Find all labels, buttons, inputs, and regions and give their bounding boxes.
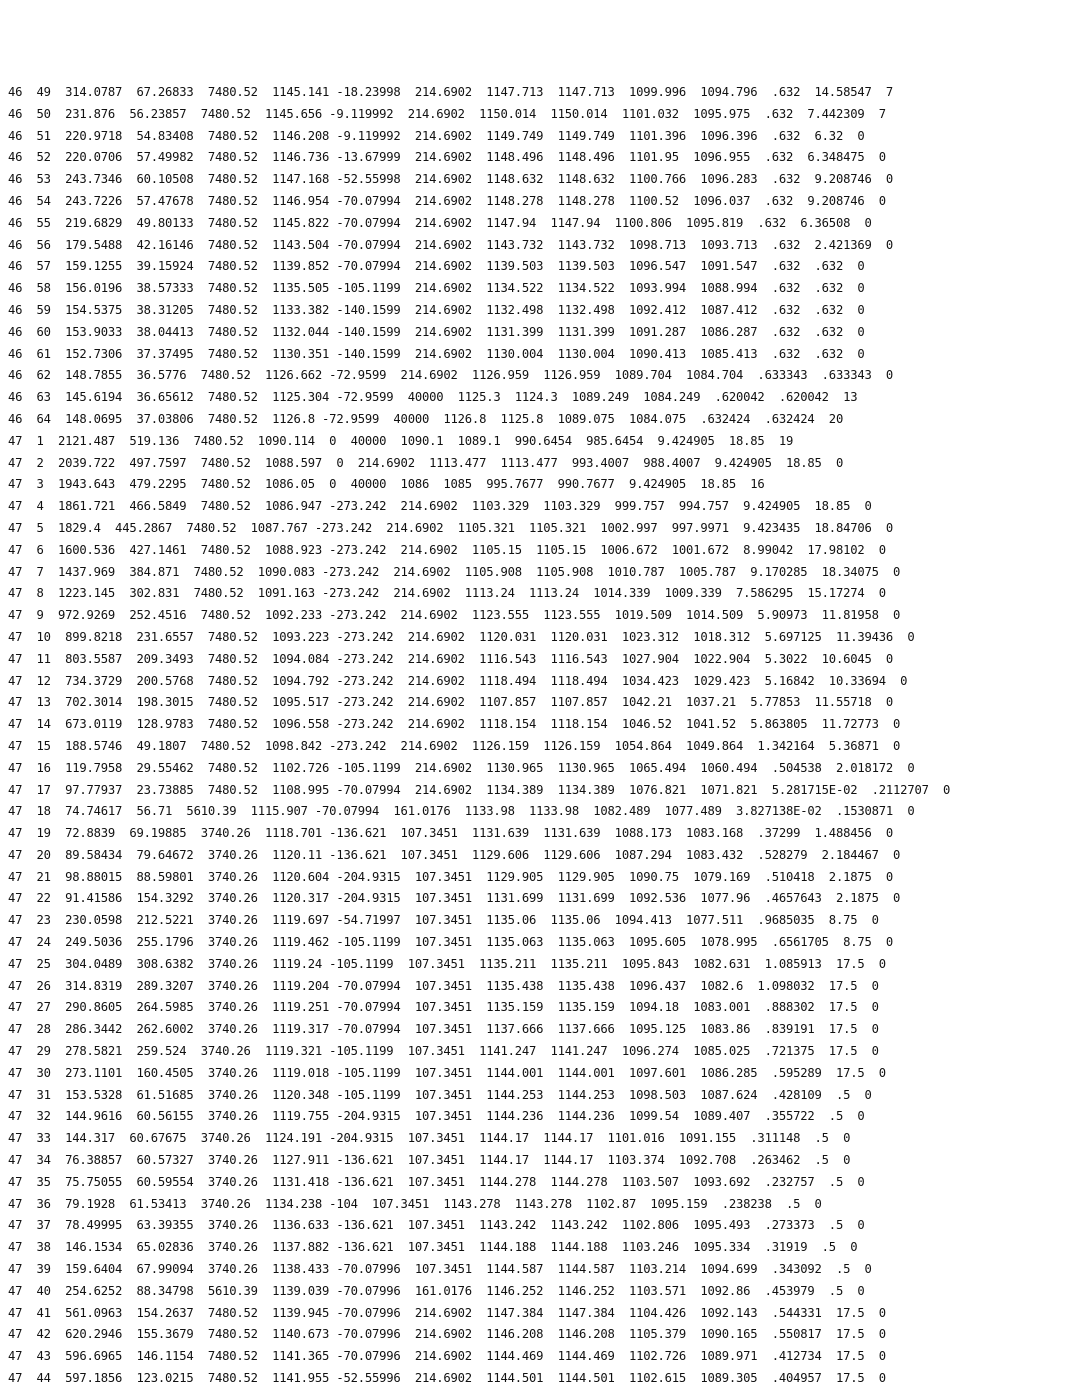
table-row: 47 8 1223.145 302.831 7480.52 1091.163 -273.242 214.6902 1113.24 1113.24 1014.339 1009.339 7.586295 15.17274 0 [8,586,886,601]
table-row: 47 36 79.1928 61.53413 3740.26 1134.238 -104 107.3451 1143.278 1143.278 1102.87 1095.159 .238238 .5 0 [8,1196,822,1211]
table-row: 47 22 91.41586 154.3292 3740.26 1120.317 -204.9315 107.3451 1131.699 1131.699 1092.536 1077.96 .4657643 2.1875 0 [8,891,901,906]
table-row: 46 59 154.5375 38.31205 7480.52 1133.382 -140.1599 214.6902 1132.498 1132.498 1092.412 1087.412 .632 .632 0 [8,302,865,317]
table-row: 47 15 188.5746 49.1807 7480.52 1098.842 -273.242 214.6902 1126.159 1126.159 1054.864 1049.864 1.342164 5.36871 0 [8,738,901,753]
table-row: 47 34 76.38857 60.57327 3740.26 1127.911 -136.621 107.3451 1144.17 1144.17 1103.374 1092.708 .263462 .5 0 [8,1153,851,1168]
table-row: 46 50 231.876 56.23857 7480.52 1145.656 -9.119992 214.6902 1150.014 1150.014 1101.032 1095.975 .632 7.442309 7 [8,106,886,121]
table-row: 47 4 1861.721 466.5849 7480.52 1086.947 -273.242 214.6902 1103.329 1103.329 999.757 994.757 9.424905 18.85 0 [8,499,872,514]
table-row: 47 39 159.6404 67.99094 3740.26 1138.433 -70.07996 107.3451 1144.587 1144.587 1103.214 1094.699 .343092 .5 0 [8,1262,872,1277]
table-row: 46 49 314.0787 67.26833 7480.52 1145.141 -18.23998 214.6902 1147.713 1147.713 1099.996 1094.796 .632 14.58547 7 [8,85,894,99]
table-row: 46 55 219.6829 49.80133 7480.52 1145.822 -70.07994 214.6902 1147.94 1147.94 1100.806 1095.819 .632 6.36508 0 [8,215,872,230]
table-row: 47 43 596.6965 146.1154 7480.52 1141.365 -70.07996 214.6902 1144.469 1144.469 1102.726 1089.971 .412734 17.5 0 [8,1349,886,1364]
table-row: 47 19 72.8839 69.19885 3740.26 1118.701 -136.621 107.3451 1131.639 1131.639 1088.173 1083.168 .37299 1.488456 0 [8,826,894,841]
table-row: 47 17 97.77937 23.73885 7480.52 1108.995 -70.07994 214.6902 1134.389 1134.389 1076.821 1071.821 5.281715E-02 .2112707 0 [8,782,951,797]
table-row: 46 52 220.0706 57.49982 7480.52 1146.736 -13.67999 214.6902 1148.496 1148.496 1101.95 1096.955 .632 6.348475 0 [8,150,886,165]
table-row: 46 61 152.7306 37.37495 7480.52 1130.351 -140.1599 214.6902 1130.004 1130.004 1090.413 1085.413 .632 .632 0 [8,346,865,361]
table-row: 46 63 145.6194 36.65612 7480.52 1125.304 -72.9599 40000 1125.3 1124.3 1089.249 1084.249 .620042 .620042 13 [8,390,858,405]
table-row: 47 33 144.317 60.67675 3740.26 1124.191 -204.9315 107.3451 1144.17 1144.17 1101.016 1091.155 .311148 .5 0 [8,1131,851,1146]
table-row: 47 40 254.6252 88.34798 5610.39 1139.039 -70.07996 161.0176 1146.252 1146.252 1103.571 1092.86 .453979 .5 0 [8,1283,865,1298]
table-row: 47 42 620.2946 155.3679 7480.52 1140.673 -70.07996 214.6902 1146.208 1146.208 1105.379 1090.165 .550817 17.5 0 [8,1327,886,1342]
table-row: 46 62 148.7855 36.5776 7480.52 1126.662 -72.9599 214.6902 1126.959 1126.959 1089.704 1084.704 .633343 .633343 0 [8,368,894,383]
data-table [8,82,1058,1390]
table-row: 47 10 899.8218 231.6557 7480.52 1093.223 -273.242 214.6902 1120.031 1120.031 1023.312 1018.312 5.697125 11.39436 0 [8,629,915,644]
table-row: 47 11 803.5587 209.3493 7480.52 1094.084 -273.242 214.6902 1116.543 1116.543 1027.904 1022.904 5.3022 10.6045 0 [8,651,894,666]
table-row: 46 53 243.7346 60.10508 7480.52 1147.168 -52.55998 214.6902 1148.632 1148.632 1100.766 1096.283 .632 9.208746 0 [8,172,894,187]
table-row: 47 30 273.1101 160.4505 3740.26 1119.018 -105.1199 107.3451 1144.001 1144.001 1097.601 1086.285 .595289 17.5 0 [8,1065,886,1080]
table-row: 47 29 278.5821 259.524 3740.26 1119.321 -105.1199 107.3451 1141.247 1141.247 1096.274 1085.025 .721375 17.5 0 [8,1044,879,1059]
table-row: 47 24 249.5036 255.1796 3740.26 1119.462 -105.1199 107.3451 1135.063 1135.063 1095.605 1078.995 .6561705 8.75 0 [8,935,894,950]
table-row: 47 12 734.3729 200.5768 7480.52 1094.792 -273.242 214.6902 1118.494 1118.494 1034.423 1029.423 5.16842 10.33694 0 [8,673,908,688]
table-row: 47 31 153.5328 61.51685 3740.26 1120.348 -105.1199 107.3451 1144.253 1144.253 1098.503 1087.624 .428109 .5 0 [8,1087,872,1102]
table-row: 47 6 1600.536 427.1461 7480.52 1088.923 -273.242 214.6902 1105.15 1105.15 1006.672 1001.672 8.99042 17.98102 0 [8,542,886,557]
table-row: 47 25 304.0489 308.6382 3740.26 1119.24 -105.1199 107.3451 1135.211 1135.211 1095.843 1082.631 1.085913 17.5 0 [8,956,886,971]
table-row: 47 32 144.9616 60.56155 3740.26 1119.755 -204.9315 107.3451 1144.236 1144.236 1099.54 1089.407 .355722 .5 0 [8,1109,865,1124]
table-row: 47 7 1437.969 384.871 7480.52 1090.083 -273.242 214.6902 1105.908 1105.908 1010.787 1005.787 9.170285 18.34075 0 [8,564,901,579]
table-row: 47 13 702.3014 198.3015 7480.52 1095.517 -273.242 214.6902 1107.857 1107.857 1042.21 1037.21 5.77853 11.55718 0 [8,695,894,710]
table-row: 46 57 159.1255 39.15924 7480.52 1139.852 -70.07994 214.6902 1139.503 1139.503 1096.547 1091.547 .632 .632 0 [8,259,865,274]
table-row: 47 44 597.1856 123.0215 7480.52 1141.955 -52.55996 214.6902 1144.501 1144.501 1102.615 1089.305 .404957 17.5 0 [8,1371,886,1386]
table-row: 46 56 179.5488 42.16146 7480.52 1143.504 -70.07994 214.6902 1143.732 1143.732 1098.713 1093.713 .632 2.421369 0 [8,237,894,252]
table-row: 46 64 148.0695 37.03806 7480.52 1126.8 -72.9599 40000 1126.8 1125.8 1089.075 1084.075 .632424 .632424 20 [8,411,844,426]
table-row: 47 35 75.75055 60.59554 3740.26 1131.418 -136.621 107.3451 1144.278 1144.278 1103.507 1093.692 .232757 .5 0 [8,1174,865,1189]
table-row: 47 3 1943.643 479.2295 7480.52 1086.05 0 40000 1086 1085 995.7677 990.7677 9.424905 18.85 16 [8,477,765,492]
table-row: 46 60 153.9033 38.04413 7480.52 1132.044 -140.1599 214.6902 1131.399 1131.399 1091.287 1086.287 .632 .632 0 [8,324,865,339]
table-row: 47 41 561.0963 154.2637 7480.52 1139.945 -70.07996 214.6902 1147.384 1147.384 1104.426 1092.143 .544331 17.5 0 [8,1305,886,1320]
table-row: 47 18 74.74617 56.71 5610.39 1115.907 -70.07994 161.0176 1133.98 1133.98 1082.489 1077.489 3.827138E-02 .1530871 0 [8,804,915,819]
table-row: 46 54 243.7226 57.47678 7480.52 1146.954 -70.07994 214.6902 1148.278 1148.278 1100.52 1096.037 .632 9.208746 0 [8,193,886,208]
table-row: 46 58 156.0196 38.57333 7480.52 1135.505 -105.1199 214.6902 1134.522 1134.522 1093.994 1088.994 .632 .632 0 [8,281,865,296]
table-row: 47 23 230.0598 212.5221 3740.26 1119.697 -54.71997 107.3451 1135.06 1135.06 1094.413 1077.511 .9685035 8.75 0 [8,913,879,928]
table-row: 46 51 220.9718 54.83408 7480.52 1146.208 -9.119992 214.6902 1149.749 1149.749 1101.396 1096.396 .632 6.32 0 [8,128,865,143]
table-row: 47 1 2121.487 519.136 7480.52 1090.114 0 40000 1090.1 1089.1 990.6454 985.6454 9.424905 18.85 19 [8,433,794,448]
table-row: 47 38 146.1534 65.02836 3740.26 1137.882 -136.621 107.3451 1144.188 1144.188 1103.246 1095.334 .31919 .5 0 [8,1240,858,1255]
table-row: 47 2 2039.722 497.7597 7480.52 1088.597 0 214.6902 1113.477 1113.477 993.4007 988.4007 9.424905 18.85 0 [8,455,844,470]
table-row: 47 21 98.88015 88.59801 3740.26 1120.604 -204.9315 107.3451 1129.905 1129.905 1090.75 1079.169 .510418 2.1875 0 [8,869,894,884]
table-row: 47 20 89.58434 79.64672 3740.26 1120.11 -136.621 107.3451 1129.606 1129.606 1087.294 1083.432 .528279 2.184467 0 [8,847,901,862]
table-row: 47 26 314.8319 289.3207 3740.26 1119.204 -70.07994 107.3451 1135.438 1135.438 1096.437 1082.6 1.098032 17.5 0 [8,978,879,993]
table-row: 47 16 119.7958 29.55462 7480.52 1102.726 -105.1199 214.6902 1130.965 1130.965 1065.494 1060.494 .504538 2.018172 0 [8,760,915,775]
table-row: 47 5 1829.4 445.2867 7480.52 1087.767 -273.242 214.6902 1105.321 1105.321 1002.997 997.9971 9.423435 18.84706 0 [8,520,894,535]
table-row: 47 14 673.0119 128.9783 7480.52 1096.558 -273.242 214.6902 1118.154 1118.154 1046.52 1041.52 5.863805 11.72773 0 [8,717,901,732]
table-row: 47 27 290.8605 264.5985 3740.26 1119.251 -70.07994 107.3451 1135.159 1135.159 1094.18 1083.001 .888302 17.5 0 [8,1000,879,1015]
table-row: 47 9 972.9269 252.4516 7480.52 1092.233 -273.242 214.6902 1123.555 1123.555 1019.509 1014.509 5.90973 11.81958 0 [8,608,901,623]
table-row: 47 37 78.49995 63.39355 3740.26 1136.633 -136.621 107.3451 1143.242 1143.242 1102.806 1095.493 .273373 .5 0 [8,1218,865,1233]
table-row: 47 28 286.3442 262.6002 3740.26 1119.317 -70.07994 107.3451 1137.666 1137.666 1095.125 1083.86 .839191 17.5 0 [8,1022,879,1037]
